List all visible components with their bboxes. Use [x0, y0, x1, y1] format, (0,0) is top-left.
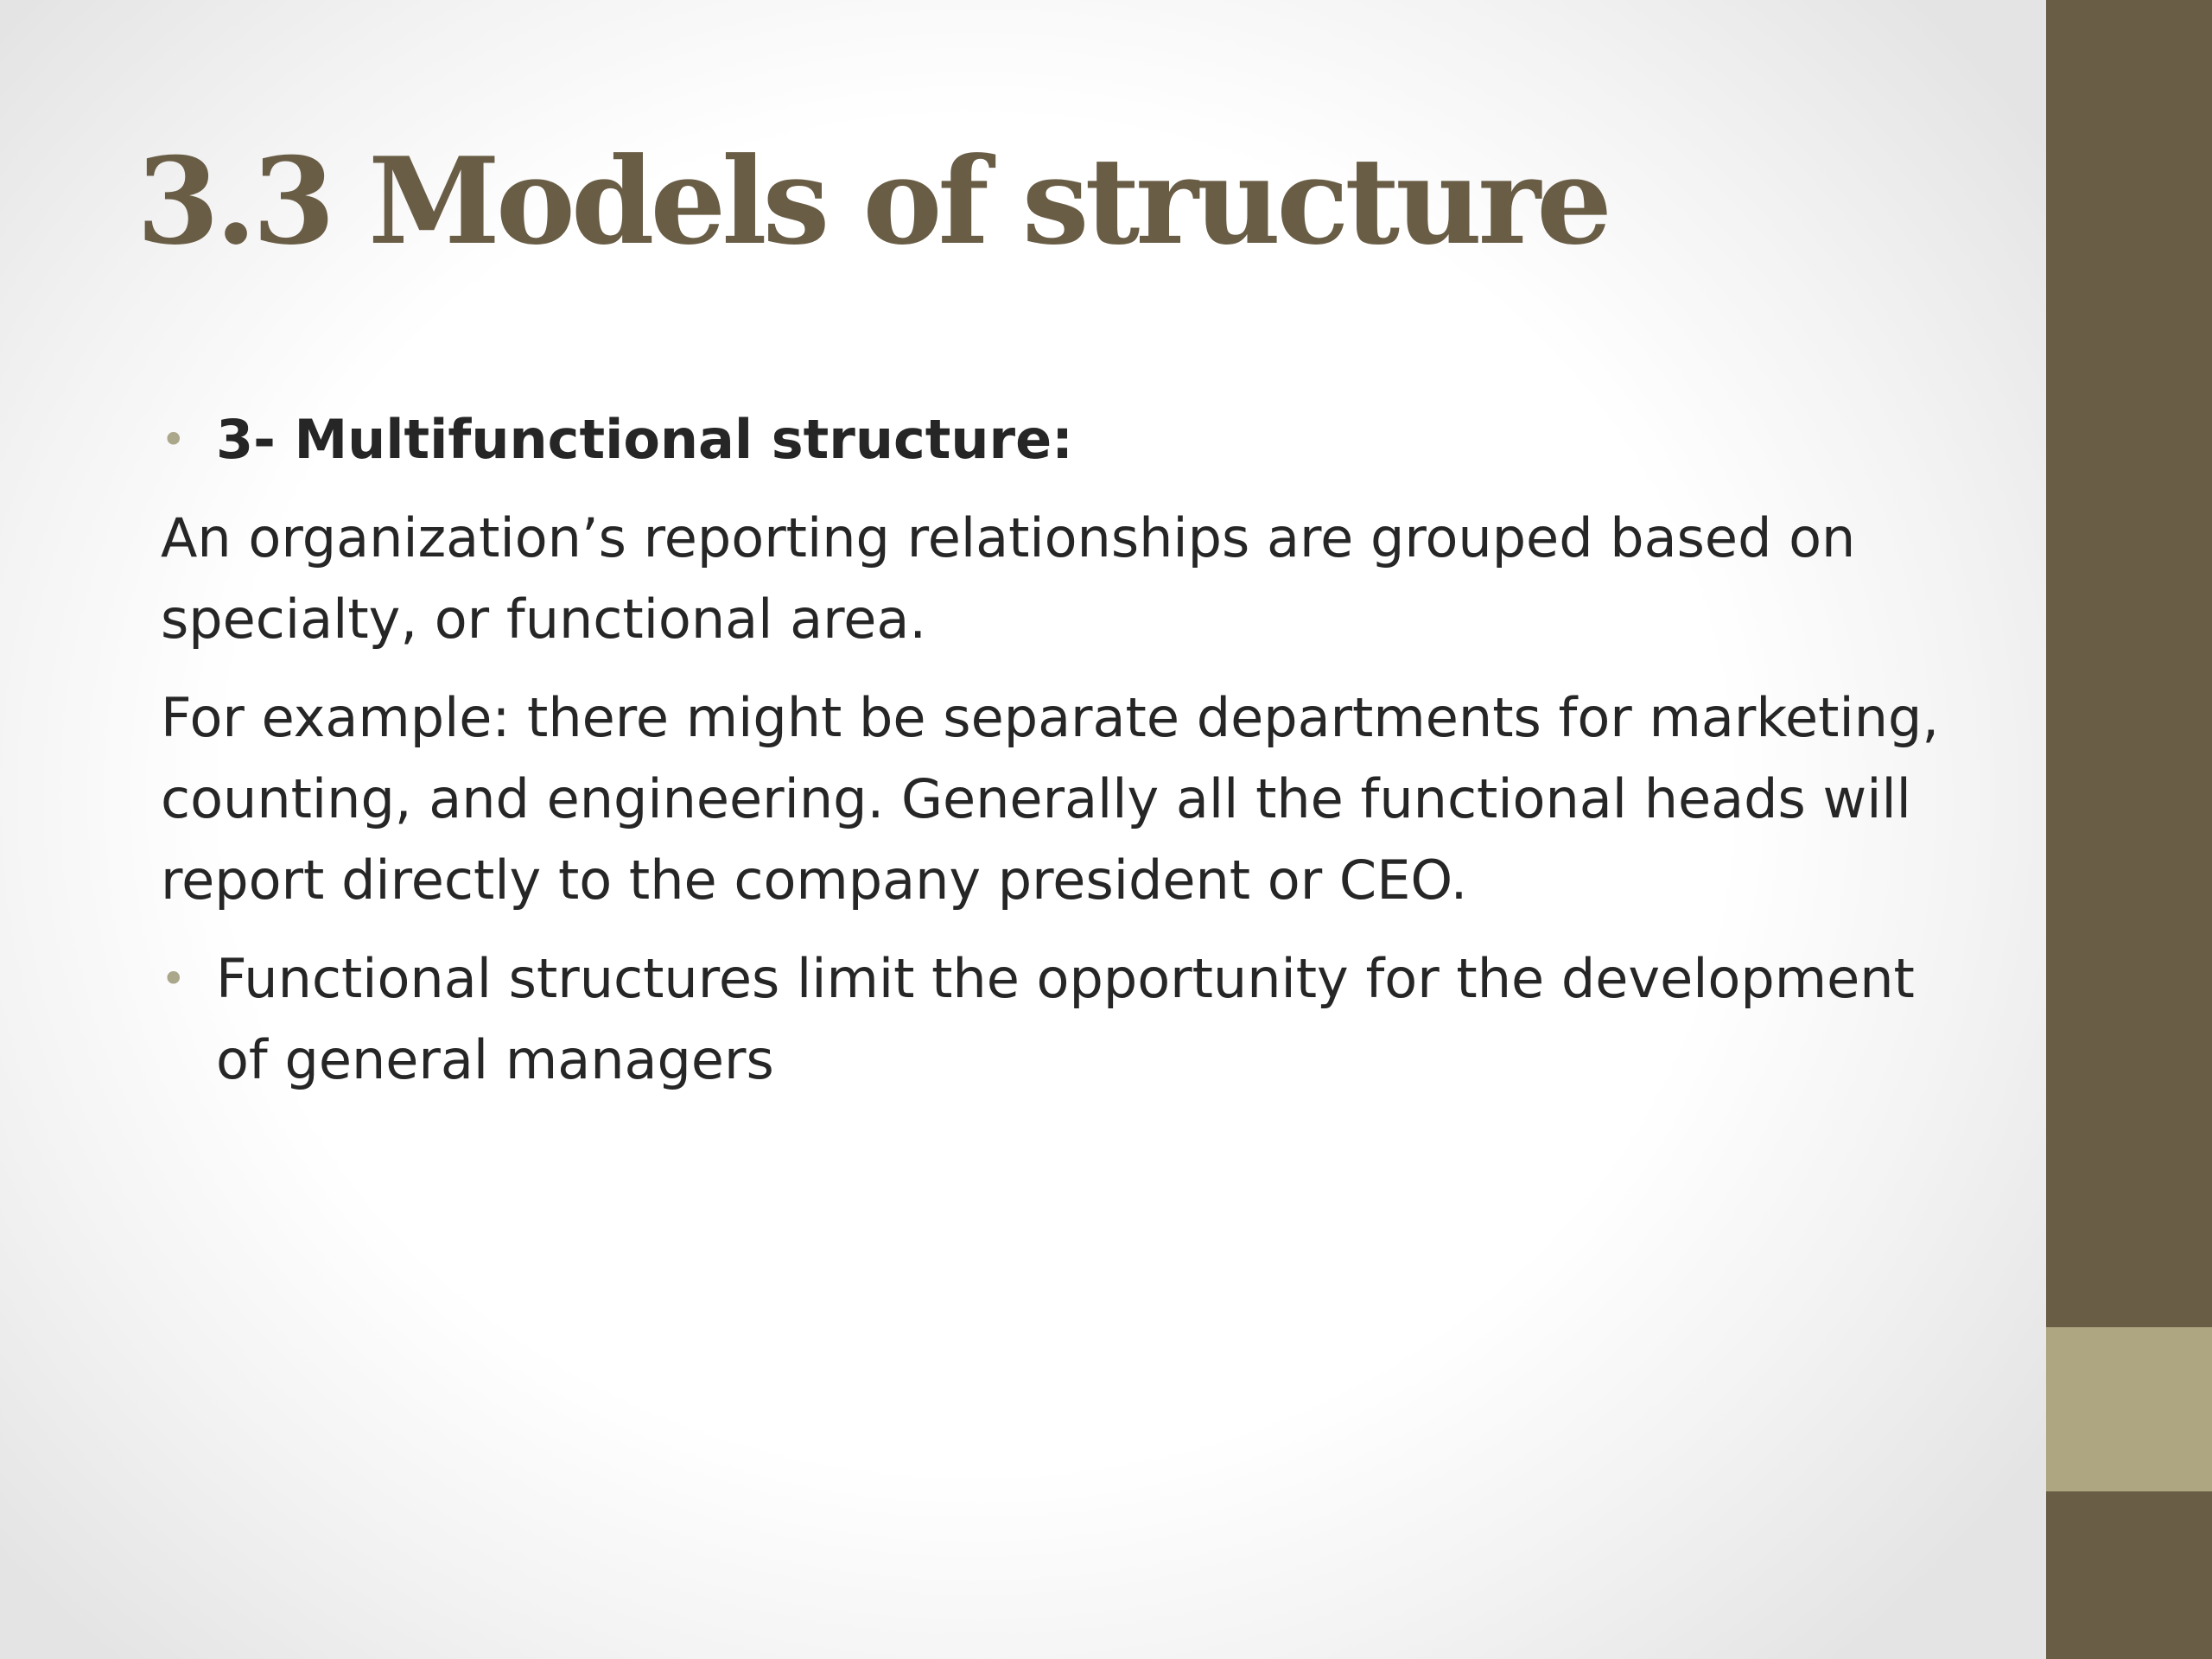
- slide-body: [161, 399, 1958, 1101]
- bullet-marker: •: [161, 954, 187, 1004]
- bullet-marker: •: [161, 415, 187, 465]
- bullet-text: Functional structures limit the opportunity for the development of general managers: [216, 947, 1915, 1091]
- side-accent-block: [2046, 1327, 2212, 1491]
- paragraph-definition: An organization’s reporting relationships are grouped based on specialty, or functional area.: [161, 506, 1856, 651]
- bullet-functional-limits: [161, 938, 1958, 1101]
- paragraph-example: For example: there might be separate departments for marketing, counting, and engineering. Generally all the functional heads will report directly to the company president or CEO.: [161, 686, 1940, 912]
- bullet-multifunctional-heading: [161, 399, 1958, 480]
- side-decorative-bar: [2046, 0, 2212, 1659]
- bullet-heading-text: 3- Multifunctional structure:: [216, 408, 1073, 471]
- slide-title: 3.3 Models of structure: [137, 130, 1608, 271]
